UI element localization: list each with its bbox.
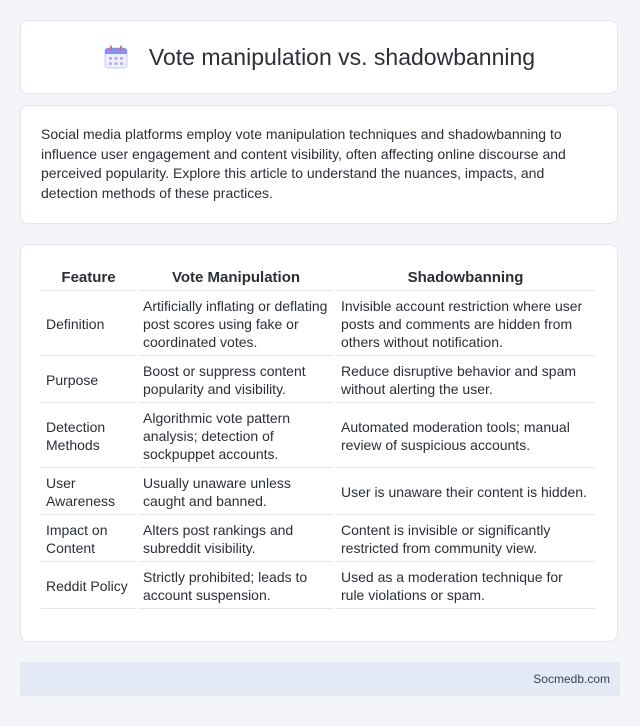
intro-paragraph: Social media platforms employ vote manipulation techniques and shadowbanning to influence user engagement and content visibility, often affecting online discourse and perceived popularity. Explore this article to understand the nuances, impacts, and detection methods of these practices. bbox=[41, 126, 566, 201]
source-link[interactable]: Socmedb.com bbox=[533, 672, 610, 686]
cell-vote-manipulation: Algorithmic vote pattern analysis; detection of sockpuppet accounts. bbox=[138, 403, 334, 468]
header-vote-manipulation: Vote Manipulation bbox=[138, 265, 334, 291]
comparison-table bbox=[39, 265, 597, 609]
cell-vote-manipulation: Artificially inflating or deflating post scores using fake or coordinated votes. bbox=[138, 291, 334, 356]
header-feature: Feature bbox=[41, 265, 136, 291]
cell-vote-manipulation: Strictly prohibited; leads to account suspension. bbox=[138, 562, 334, 609]
cell-feature: Purpose bbox=[41, 356, 136, 403]
cell-shadowbanning: Content is invisible or significantly restricted from community view. bbox=[336, 515, 595, 562]
cell-shadowbanning: Automated moderation tools; manual review of suspicious accounts. bbox=[336, 403, 595, 468]
cell-feature: Impact on Content bbox=[41, 515, 136, 562]
page-title: Vote manipulation vs. shadowbanning bbox=[148, 43, 536, 70]
cell-feature: Definition bbox=[41, 291, 136, 356]
cell-vote-manipulation: Usually unaware unless caught and banned. bbox=[138, 468, 334, 515]
table-row bbox=[41, 468, 595, 515]
calendar-icon bbox=[103, 44, 129, 70]
table-header-row bbox=[41, 265, 595, 291]
cell-shadowbanning: Used as a moderation technique for rule violations or spam. bbox=[336, 562, 595, 609]
footer bbox=[20, 662, 620, 696]
cell-vote-manipulation: Alters post rankings and subreddit visibility. bbox=[138, 515, 334, 562]
table-row bbox=[41, 403, 595, 468]
cell-vote-manipulation: Boost or suppress content popularity and visibility. bbox=[138, 356, 334, 403]
intro-card bbox=[20, 105, 618, 224]
cell-feature: Detection Methods bbox=[41, 403, 136, 468]
cell-shadowbanning: Reduce disruptive behavior and spam without alerting the user. bbox=[336, 356, 595, 403]
title-card bbox=[20, 20, 618, 94]
table-row bbox=[41, 515, 595, 562]
comparison-card bbox=[20, 244, 618, 642]
cell-feature: Reddit Policy bbox=[41, 562, 136, 609]
table-row bbox=[41, 356, 595, 403]
table-row bbox=[41, 291, 595, 356]
cell-shadowbanning: User is unaware their content is hidden. bbox=[336, 468, 595, 515]
cell-shadowbanning: Invisible account restriction where user posts and comments are hidden from others without notification. bbox=[336, 291, 595, 356]
table-row bbox=[41, 562, 595, 609]
header-shadowbanning: Shadowbanning bbox=[336, 265, 595, 291]
cell-feature: User Awareness bbox=[41, 468, 136, 515]
